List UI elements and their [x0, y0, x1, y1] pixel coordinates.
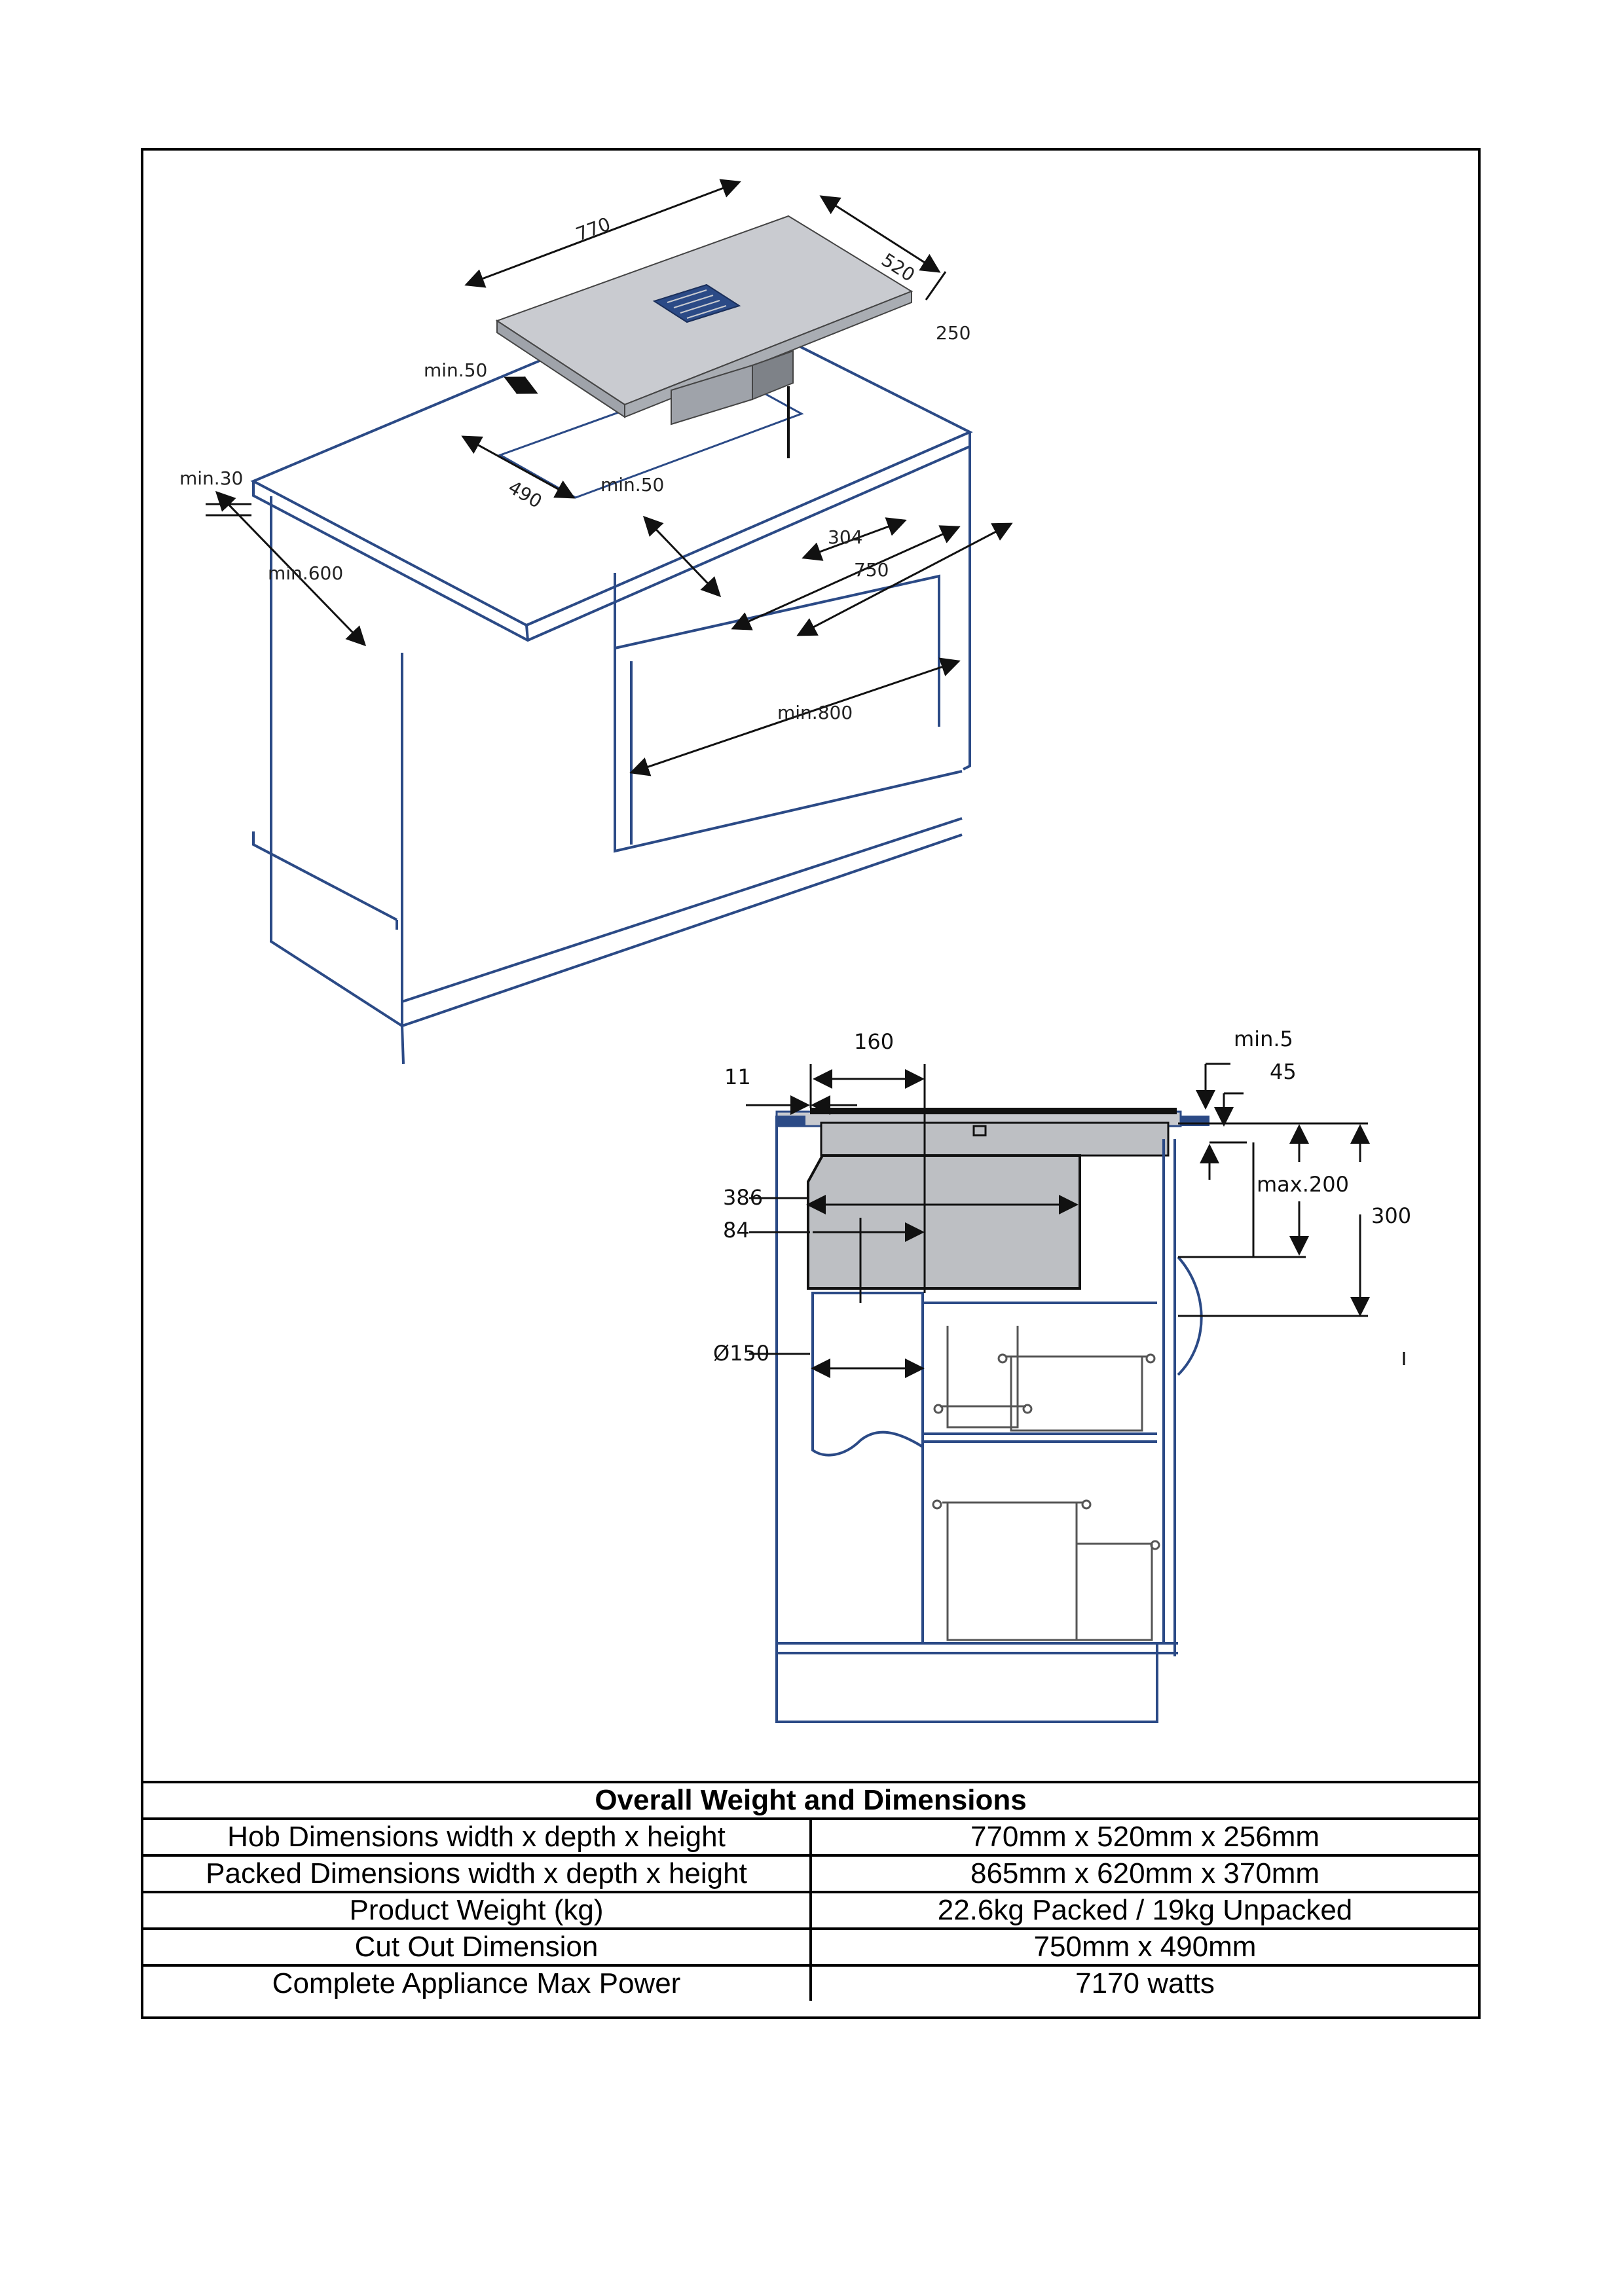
table-title: Overall Weight and Dimensions — [143, 1782, 1478, 1819]
dim-45: 45 — [1270, 1059, 1297, 1084]
installation-drawing — [143, 151, 1478, 1781]
row-value: 865mm x 620mm x 370mm — [811, 1855, 1478, 1892]
table-title-row — [143, 1782, 1478, 1819]
table-row — [143, 1929, 1478, 1965]
dim-300: 300 — [1371, 1203, 1412, 1228]
dim-min5: min.5 — [1234, 1027, 1293, 1051]
table-row — [143, 1892, 1478, 1929]
row-value: 750mm x 490mm — [811, 1929, 1478, 1965]
dim-min30: min.30 — [179, 467, 244, 489]
row-value: 7170 watts — [811, 1965, 1478, 2001]
dim-304: 304 — [828, 526, 863, 548]
dim-490: 490 — [504, 476, 546, 513]
table-row — [143, 1819, 1478, 1855]
weight-dimensions-table — [143, 1781, 1478, 2001]
hob-plate — [497, 216, 912, 458]
dim-max200: max.200 — [1257, 1172, 1349, 1197]
row-label: Hob Dimensions width x depth x height — [143, 1819, 811, 1855]
dim-min50-b: min.50 — [600, 474, 665, 496]
row-label: Packed Dimensions width x depth x height — [143, 1855, 811, 1892]
isometric-cabinet — [253, 295, 970, 1064]
dim-386: 386 — [723, 1185, 764, 1210]
row-value: 22.6kg Packed / 19kg Unpacked — [811, 1892, 1478, 1929]
dim-750: 750 — [854, 559, 889, 581]
section-view — [777, 1108, 1209, 1722]
dim-84: 84 — [723, 1218, 750, 1243]
dim-160: 160 — [854, 1029, 895, 1054]
document-frame — [141, 148, 1481, 2019]
table-row — [143, 1855, 1478, 1892]
dim-min600: min.600 — [268, 562, 344, 584]
dim-520: 520 — [877, 249, 919, 286]
dim-11: 11 — [724, 1065, 751, 1089]
row-value: 770mm x 520mm x 256mm — [811, 1819, 1478, 1855]
dim-min50-a: min.50 — [424, 359, 488, 381]
row-label: Cut Out Dimension — [143, 1929, 811, 1965]
dim-dia150: Ø150 — [713, 1341, 770, 1366]
dim-250: 250 — [936, 322, 971, 344]
row-label: Complete Appliance Max Power — [143, 1965, 811, 2001]
row-label: Product Weight (kg) — [143, 1892, 811, 1929]
table-row — [143, 1965, 1478, 2001]
dim-770: 770 — [573, 213, 614, 246]
dim-min800: min.800 — [777, 702, 853, 723]
